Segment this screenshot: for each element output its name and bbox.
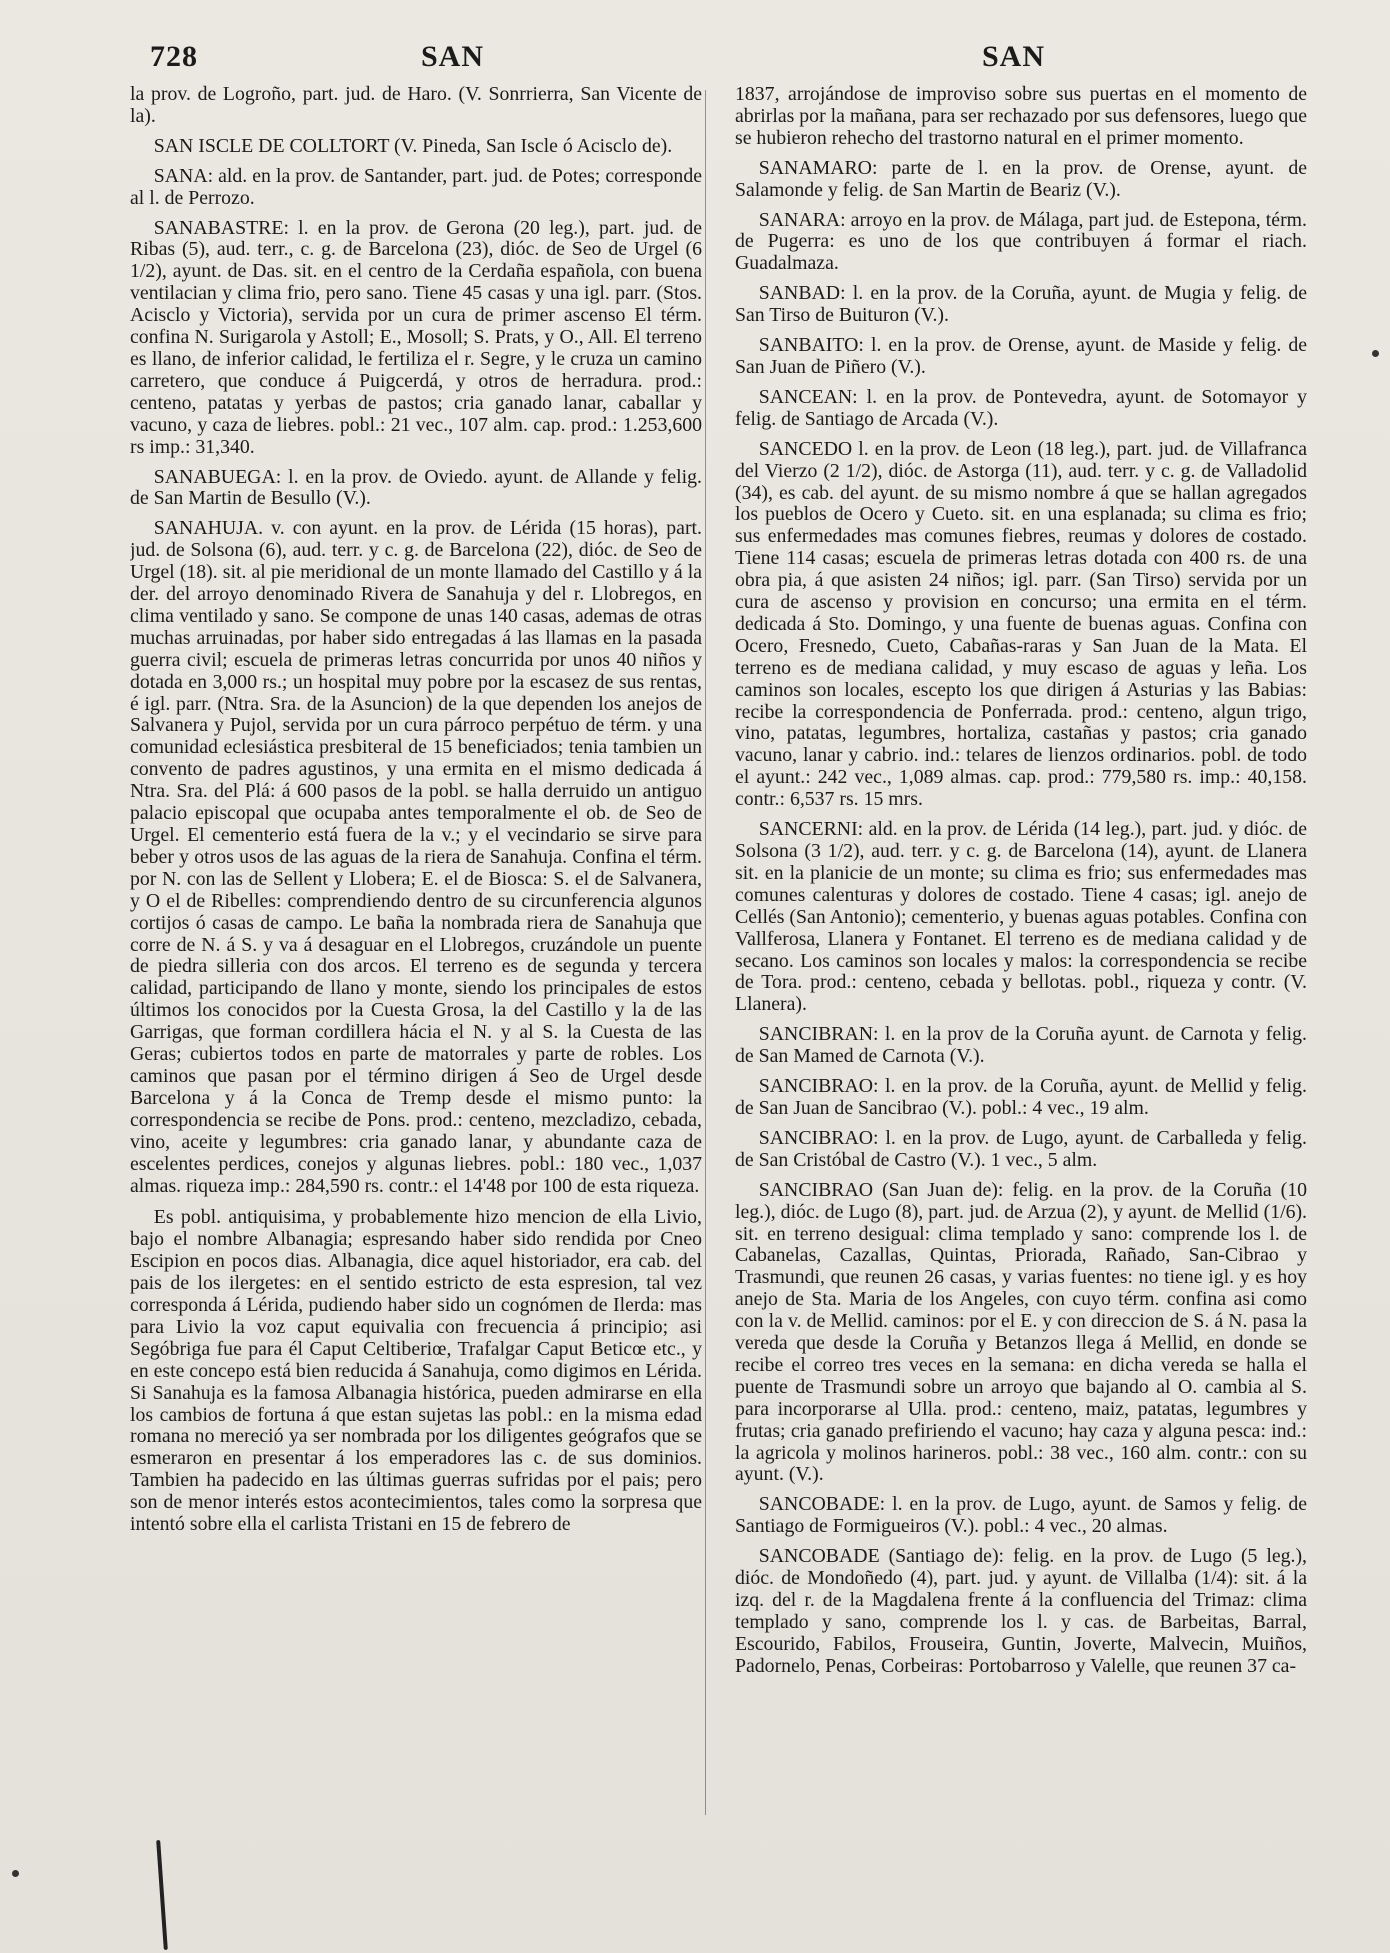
ink-spot	[1372, 350, 1379, 357]
entry-paragraph: SANCIBRAO (San Juan de): felig. en la prov. de la Coruña (10 leg.), dióc. de Lugo (8), part. jud. de Arzua (2), y ayunt. de Mellid (1/6). sit. en terreno desigual: clima templado y sano: comprende los l. de Cabanelas, Cazallas, Quintas, Priorada, Rañado, San-Cibrao y Trasmundi, que reunen 26 casas, y varias fuentes: no tiene igl. y es hoy anejo de Sta. Maria de los Angeles, con cuyo térm. confina asi como con la v. de Mellid. caminos: por el E. y con direccion de S. á N. pasa la vereda que desde la Coruña y Betanzos llega á Mellid, en donde se recibe el correo tres veces en la semana: en dicha vereda se halla el puente de Trasmundi sobre un arroyo que bajando al O. cambia al S. para incorporarse al Ulla. prod.: centeno, maiz, patatas, legumbres y frutas; cria ganado prefiriendo el vacuno; hay caza y alguna pesca: ind.: la agricola y molinos harineros. pobl.: 38 vec., 160 alm. contr.: con su ayunt. (V.).	[735, 1178, 1307, 1486]
entry-paragraph: SANABASTRE: l. en la prov. de Gerona (20 leg.), part. jud. de Ribas (5), aud. terr., c. g. de Barcelona (23), dióc. de Seo de Urgel (6 1/2), ayunt. de Das. sit. en el centro de la Cerdaña española, con buena ventilacian y clima frio, pero sano. Tiene 45 casas y una igl. parr. (Stos. Acisclo y Victoria), servida por un cura de primer ascenso El térm. confina N. Surigarola y Astoll; E., Mosoll; S. Prats, y O., All. El terreno es llano, de inferior calidad, le fertiliza el r. Segre, y le cruza un camino carretero, que conduce á Puigcerdá, y otros de herradura. prod.: centeno, patatas y yerbas de pastos; cria ganado lanar, caballar y vacuno, y caza de liebres. pobl.: 21 vec., 107 alm. cap. prod.: 1.253,600 rs imp.: 31,340.	[130, 216, 702, 458]
entry-paragraph: SANAHUJA. v. con ayunt. en la prov. de Lérida (15 horas), part. jud. de Solsona (6), aud. terr. y c. g. de Barcelona (22), dióc. de Seo de Urgel (18). sit. al pie meridional de un monte llamado del Castillo y á la der. del arroyo denominado Rivera de Sanahuja y del r. Llobregos, en clima ventilado y sano. Se compone de unas 140 casas, ademas de otras muchas arruinadas, por haber sido entregadas á las llamas en la pasada guerra civil; escuela de primeras letras concurrida por unos 40 niños y dotada en 3,000 rs.; un hospital muy pobre por la escasez de sus rentas, é igl. parr. (Ntra. Sra. de la Asuncion) de la que dependen los anejos de Salvanera y Pujol, servida por un cura párroco perpétuo de térm. y una comunidad eclesiástica presbiteral de 15 beneficiados; tenia tambien un convento de padres agustinos, y una ermita en el mismo dedicada á Ntra. Sra. del Plá: á 600 pasos de la pobl. se halla derruido un antiguo palacio episcopal que ocupaba antes temporalmente el ob. de Seo de Urgel. El cementerio está fuera de la v.; y el vecindario se sirve para beber y otros usos de las aguas de la riera de Sanahuja. Confina el térm. por N. con las de Sellent y Llobera; E. el de Biosca: S. el de Salvanera, y O el de Ribelles: comprendiendo dentro de su circunferencia algunos cortijos ó casas de campo. Le baña la nombrada riera de Sanahuja que corre de N. á S. y va á desaguar en el Llobregos, cruzándole un puente de piedra silleria con dos arcos. El terreno es de segunda y tercera calidad, participando de llano y monte, siendo los principales de estos últimos los conocidos por la Cuesta Grosa, la del Castillo y la de las Garrigas, que forman cordillera hácia el N. y al S. la Cuesta de las Geras; cubiertos todos en parte de matorrales y parte de robles. Los caminos que pasan por el término dirigen á Seo de Urgel desde Barcelona y á la Conca de Tremp desde el mismo punto: la correspondencia se recibe de Pons. prod.: centeno, mezcladizo, cebada, vino, aceite y legumbres: cria ganado lanar, y abundante caza de escelentes perdices, conejos y algunas liebres. pobl.: 180 vec., 1,037 almas. riqueza imp.: 284,590 rs. contr.: el 14'48 por 100 de esta riqueza.	[130, 517, 702, 1197]
column-divider	[705, 90, 706, 1815]
ink-mark	[156, 1840, 168, 1950]
entry-paragraph: SANCOBADE (Santiago de): felig. en la prov. de Lugo (5 leg.), dióc. de Mondoñedo (4), part. jud. y ayunt. de Villalba (1/4): sit. á la izq. del r. de la Magdalena frente á la confluencia del Trimaz: clima templado y sano, comprende los l. y cas. de Barbeitas, Barral, Escourido, Fabilos, Frouseira, Guntin, Joverte, Malvecin, Muiños, Padornelo, Penas, Corbeiras: Portobarroso y Valelle, que reunen 37 ca-	[735, 1545, 1307, 1677]
right-column	[735, 84, 1307, 1824]
entry-paragraph: SANCIBRAN: l. en la prov de la Coruña ayunt. de Carnota y felig. de San Mamed de Carnota (V.).	[735, 1023, 1307, 1068]
entry-paragraph: SANCOBADE: l. en la prov. de Lugo, ayunt. de Samos y felig. de Santiago de Formigueiros (V.). pobl.: 4 vec., 20 almas.	[735, 1493, 1307, 1538]
entry-paragraph: SANCIBRAO: l. en la prov. de la Coruña, ayunt. de Mellid y felig. de San Juan de Sancibrao (V.). pobl.: 4 vec., 19 alm.	[735, 1075, 1307, 1119]
left-column	[130, 84, 702, 1824]
entry-paragraph: SANBAITO: l. en la prov. de Orense, ayunt. de Maside y felig. de San Juan de Piñero (V.).	[735, 334, 1307, 378]
entry-paragraph: SANCEAN: l. en la prov. de Pontevedra, ayunt. de Sotomayor y felig. de Santiago de Arcada (V.).	[735, 385, 1307, 430]
entry-paragraph: 1837, arrojándose de improviso sobre sus puertas en el momento de abrirlas por la mañana, para ser rechazado por sus defensores, luego que se hubieron rehecho del trastorno natural en el primer momento.	[735, 84, 1307, 149]
running-head-left: SAN	[421, 40, 485, 73]
running-head-right: SAN	[982, 40, 1046, 73]
entry-paragraph: SANBAD: l. en la prov. de la Coruña, ayunt. de Mugia y felig. de San Tirso de Buituron (V.).	[735, 282, 1307, 327]
entry-paragraph: SAN ISCLE DE COLLTORT (V. Pineda, San Iscle ó Acisclo de).	[153, 134, 673, 157]
entry-paragraph: SANABUEGA: l. en la prov. de Oviedo. ayunt. de Allande y felig. de San Martin de Besullo (V.).	[130, 465, 702, 510]
entry-paragraph: SANARA: arroyo en la prov. de Málaga, part jud. de Estepona, térm. de Pugerra: es uno de los que contribuyen á formar el riach. Guadalmaza.	[735, 208, 1307, 275]
entry-paragraph: SANCERNI: ald. en la prov. de Lérida (14 leg.), part. jud. y dióc. de Solsona (3 1/2), aud. terr. y c. g. de Barcelona (14), ayunt. de Llanera sit. en la planicie de un monte; su clima es frio; sus enfermedades mas comunes calenturas y dolores de costado. Tiene 4 casas; igl. anejo de Cellés (San Antonio); cementerio, y buenas aguas potables. Confina con Vallferosa, Llanera y Fontanet. El terreno es de mediana calidad y de secano. Los caminos son locales y malos: la correspondencia se recibe de Tora. prod.: centeno, cebada y bellotas. pobl., riqueza y contr. (V. Llanera).	[735, 818, 1307, 1016]
entry-paragraph: SANAMARO: parte de l. en la prov. de Orense, ayunt. de Salamonde y felig. de San Martin de Beariz (V.).	[735, 156, 1307, 201]
entry-paragraph: SANCIBRAO: l. en la prov. de Lugo, ayunt. de Carballeda y felig. de San Cristóbal de Castro (V.). 1 vec., 5 alm.	[735, 1126, 1307, 1171]
entry-paragraph: SANA: ald. en la prov. de Santander, part. jud. de Potes; corresponde al l. de Perrozo.	[130, 164, 702, 209]
entry-paragraph: Es pobl. antiquisima, y probablemente hizo mencion de ella Livio, bajo el nombre Albanagia; espresando haber sido rendida por Cneo Escipion en pocos dias. Albanagia, dice aquel historiador, era cab. del pais de los ilergetes: en el sentido estricto de esta espresion, tal vez corresponda á Lérida, pudiendo haber sido un cognómen de Ilerda: mas para Livio la voz caput equivalia con frecuencia á principio; asi Segóbriga fue para él Caput Celtiberiœ, Trafalgar Caput Beticœ etc., y en este concepo está bien reducida á Sanahuja, como digimos en Lérida. Si Sanahuja es la famosa Albanagia histórica, pueden admirarse en ella los cambios de fortuna á que estan sujetas las pobl.: en la misma edad romana no mereció ya ser nombrada por los diligentes geógrafos que se esmeraron en presentar á los emperadores las c. de sus dominios. Tambien ha padecido en las últimas guerras sufridas por el pais; pero son de menor interés estos acontecimientos, tales como la sorpresa que intentó sobre ella el carlista Tristani en 15 de febrero de	[130, 1206, 702, 1536]
ink-spot	[12, 1870, 19, 1877]
entry-paragraph: SANCEDO l. en la prov. de Leon (18 leg.), part. jud. de Villafranca del Vierzo (2 1/2), dióc. de Astorga (11), aud. terr. y c. g. de Valladolid (34), es cab. del ayunt. de su mismo nombre á que se hallan agregados los pueblos de Ocero y Cueto. sit. en una esplanada; su clima es frio; sus enfermedades mas comunes fiebres, reumas y dolores de costado. Tiene 114 casas; escuela de primeras letras dotada con 400 rs. de una obra pia, á que asisten 24 niños; igl. parr. (San Tirso) servida por un cura de ascenso y provision en concurso; una ermita en el térm. dedicada á Sto. Domingo, y una fuente de buenas aguas. Confina con Ocero, Fresnedo, Cueto, Cabañas-raras y San Juan de la Mata. El terreno es de mediana calidad, y muy escaso de aguas y leña. Los caminos son locales, escepto los que dirigen á Asturias y las Babias: recibe la correspondencia de Ponferrada. prod.: centeno, algun trigo, vino, patatas, legumbres, hortaliza, castañas y pastos; cria ganado vacuno, lanar y cabrio. ind.: telares de lienzos ordinarios. pobl. de todo el ayunt.: 242 vec., 1,089 almas. cap. prod.: 779,580 rs. imp.: 40,158. contr.: 6,537 rs. 15 mrs.	[735, 437, 1307, 811]
entry-paragraph: la prov. de Logroño, part. jud. de Haro. (V. Sonrrierra, San Vicente de la).	[130, 84, 702, 127]
page-number: 728	[150, 40, 198, 73]
